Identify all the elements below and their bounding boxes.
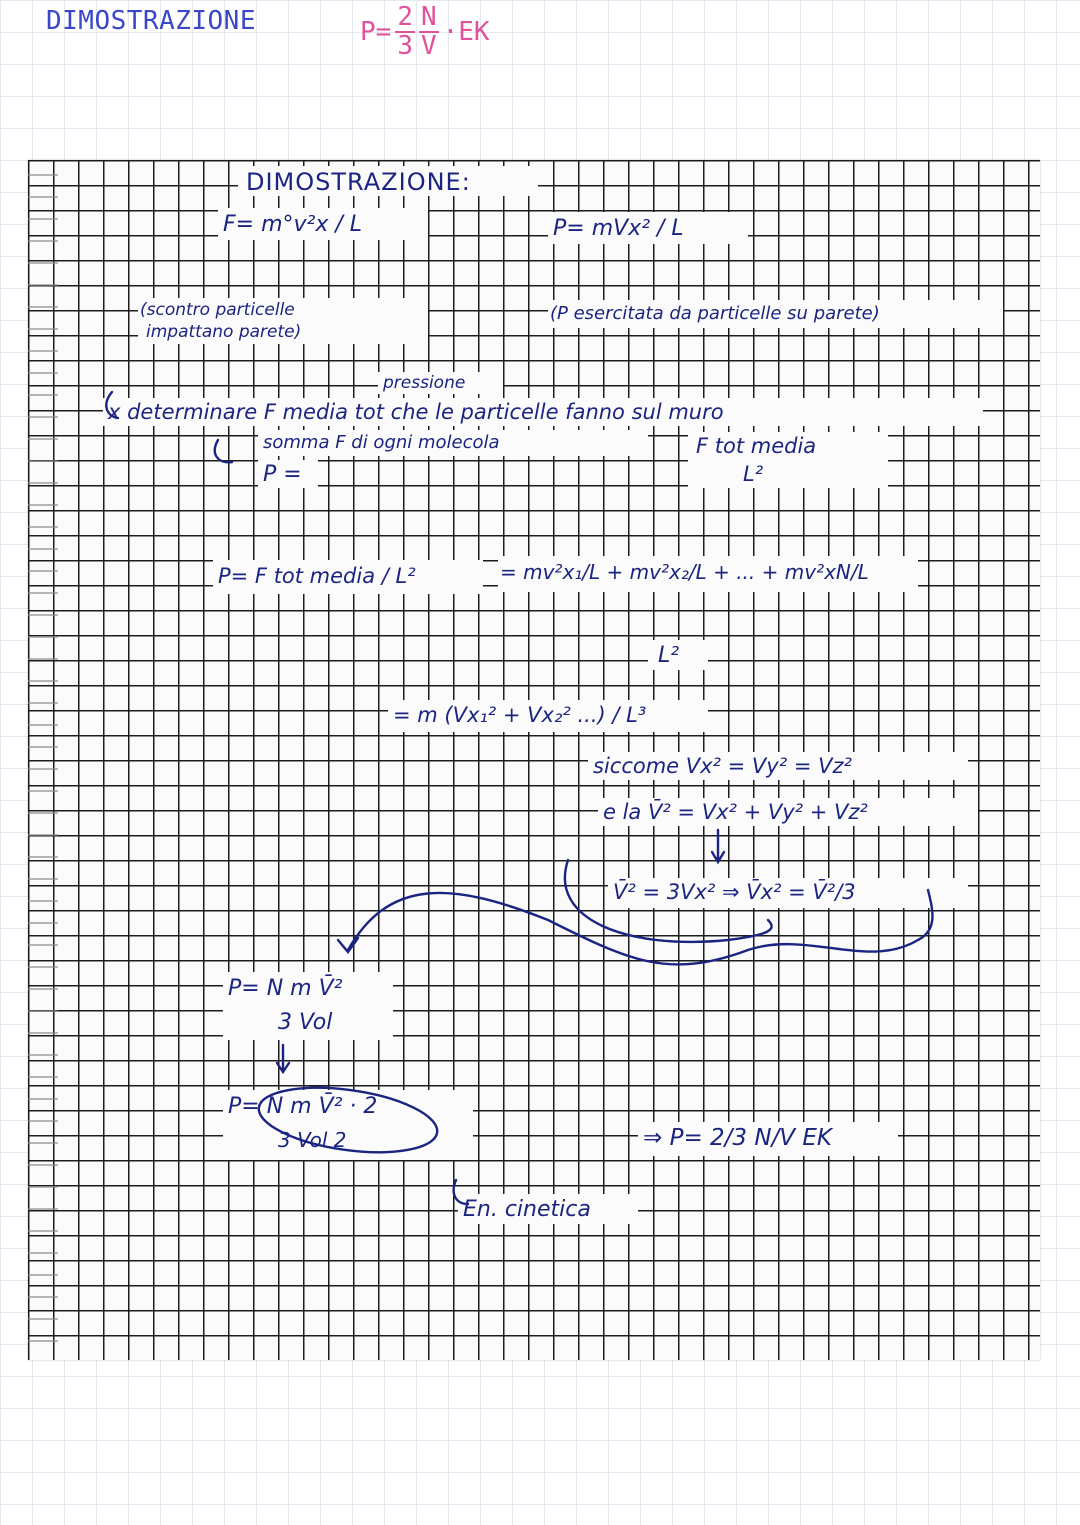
p-equals: P = (263, 462, 302, 487)
p-sum-lhs: P= F tot media / L² (218, 564, 416, 588)
connecting-curve (348, 890, 932, 964)
formula-lhs: P= (360, 17, 392, 48)
pressione-label: pressione (383, 373, 466, 393)
sum-denominator: L² (658, 643, 680, 668)
fraction-two-thirds: $\frac{2}{3}$ (397, 2, 413, 62)
formula-suffix: ·EK (442, 17, 490, 48)
force-formula: F= m°v²x / L (223, 212, 363, 237)
hook-arrow-3 (454, 1180, 468, 1204)
v2-result: V̄² = 3Vx² ⇒ V̄x² = V̄²/3 (613, 880, 856, 904)
header (40, 0, 1040, 70)
determine-line: x determinare F media tot che le particelle fanno sul muro (108, 400, 724, 424)
force-note-line-2: impattano parete) (146, 322, 302, 342)
v2-sum-line: e la V̄² = Vx² + Vy² + Vz² (603, 800, 868, 824)
final-result: ⇒ P= 2/3 N/V EK (643, 1125, 832, 1151)
m-over-l3: = m (Vx₁² + Vx₂² ...) / L³ (393, 703, 647, 727)
header-formula (360, 4, 490, 61)
f-tot-media: F tot media (696, 434, 817, 458)
kinetic-circle (255, 1078, 442, 1162)
en-cinetica: En. cinetica (463, 1197, 591, 1222)
sum-line: somma F di ogni molecola (263, 432, 500, 453)
p-nmv2-numerator: P= N m V̄² · 2 (228, 1094, 378, 1119)
down-arrow-2 (712, 830, 724, 862)
siccome-line: siccome Vx² = Vy² = Vz² (593, 754, 852, 778)
p-nmv2-denominator: 3 Vol 2 (278, 1128, 347, 1152)
graph-paper-sheet (28, 160, 1040, 1360)
ink-strokes (28, 160, 1040, 1360)
pressure-note: (P esercitata da particelle su parete) (550, 303, 880, 324)
pressure-formula: P= mVx² / L (553, 216, 684, 241)
down-arrow-1 (277, 1045, 289, 1072)
hook-arrow-2 (215, 440, 232, 462)
sum-terms: = mv²x₁/L + mv²x₂/L + ... + mv²xN/L (500, 560, 869, 584)
hook-arrow-1 (106, 392, 118, 418)
l-squared: L² (743, 462, 764, 486)
brace-curve (565, 860, 772, 942)
fraction-n-over-v: $\frac{N}{V}$ (420, 2, 437, 62)
force-note-line-1: (scontro particelle (140, 300, 295, 320)
header-title: DIMOSTRAZIONE (46, 6, 256, 36)
p-nmv-denominator: 3 Vol (278, 1010, 333, 1035)
page-title: DIMOSTRAZIONE: (246, 168, 471, 196)
p-nmv-numerator: P= N m V̄² (228, 976, 343, 1001)
